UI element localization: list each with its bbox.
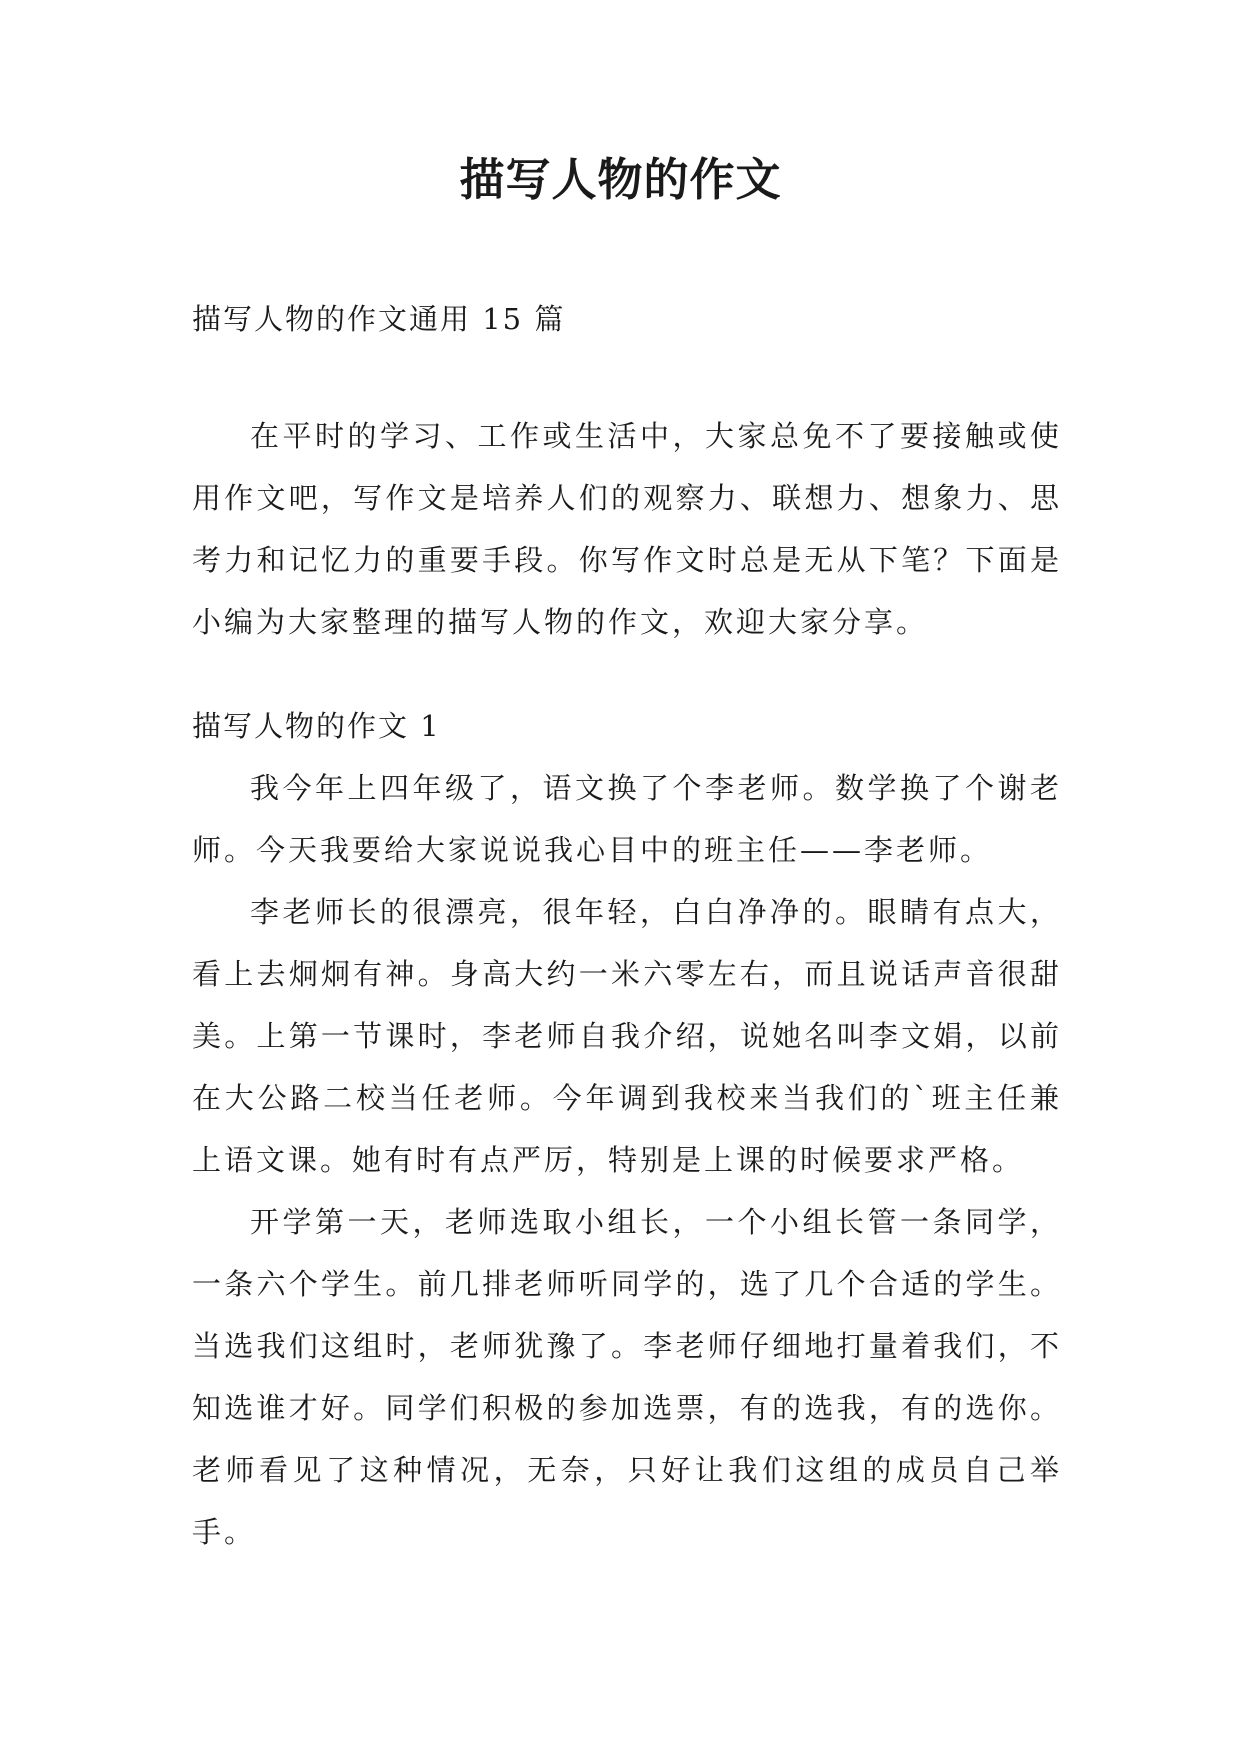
section-paragraph: 开学第一天，老师选取小组长，一个小组长管一条同学，一条六个学生。前几排老师听同学的，选了几个合适的学生。当选我们这组时，老师犹豫了。李老师仔细地打量着我们，不知选谁才好。同学们积极的参加选票，有的选我，有的选你。老师看见了这种情况，无奈，只好让我们这组的成员自己举手。 <box>192 1205 1062 1549</box>
section-heading: 描写人物的作文 1 <box>192 709 441 743</box>
section-paragraph: 李老师长的很漂亮，很年轻，白白净净的。眼睛有点大，看上去炯炯有神。身高大约一米六零左右，而且说话声音很甜美。上第一节课时，李老师自我介绍，说她名叫李文娟，以前在大公路二校当任老师。今年调到我校来当我们的`班主任兼上语文课。她有时有点严厉，特别是上课的时候要求严格。 <box>192 895 1062 1177</box>
document-subtitle: 描写人物的作文通用 15 篇 <box>192 302 566 336</box>
section-paragraph: 我今年上四年级了，语文换了个李老师。数学换了个谢老师。今天我要给大家说说我心目中的班主任——李老师。 <box>192 771 1062 867</box>
document-title: 描写人物的作文 <box>459 153 782 206</box>
essay-section-1 <box>192 695 1062 1563</box>
intro-paragraph: 在平时的学习、工作或生活中，大家总免不了要接触或使用作文吧，写作文是培养人们的观察力、联想力、想象力、思考力和记忆力的重要手段。你写作文时总是无从下笔？下面是小编为大家整理的描写人物的作文，欢迎大家分享。 <box>192 419 1062 639</box>
